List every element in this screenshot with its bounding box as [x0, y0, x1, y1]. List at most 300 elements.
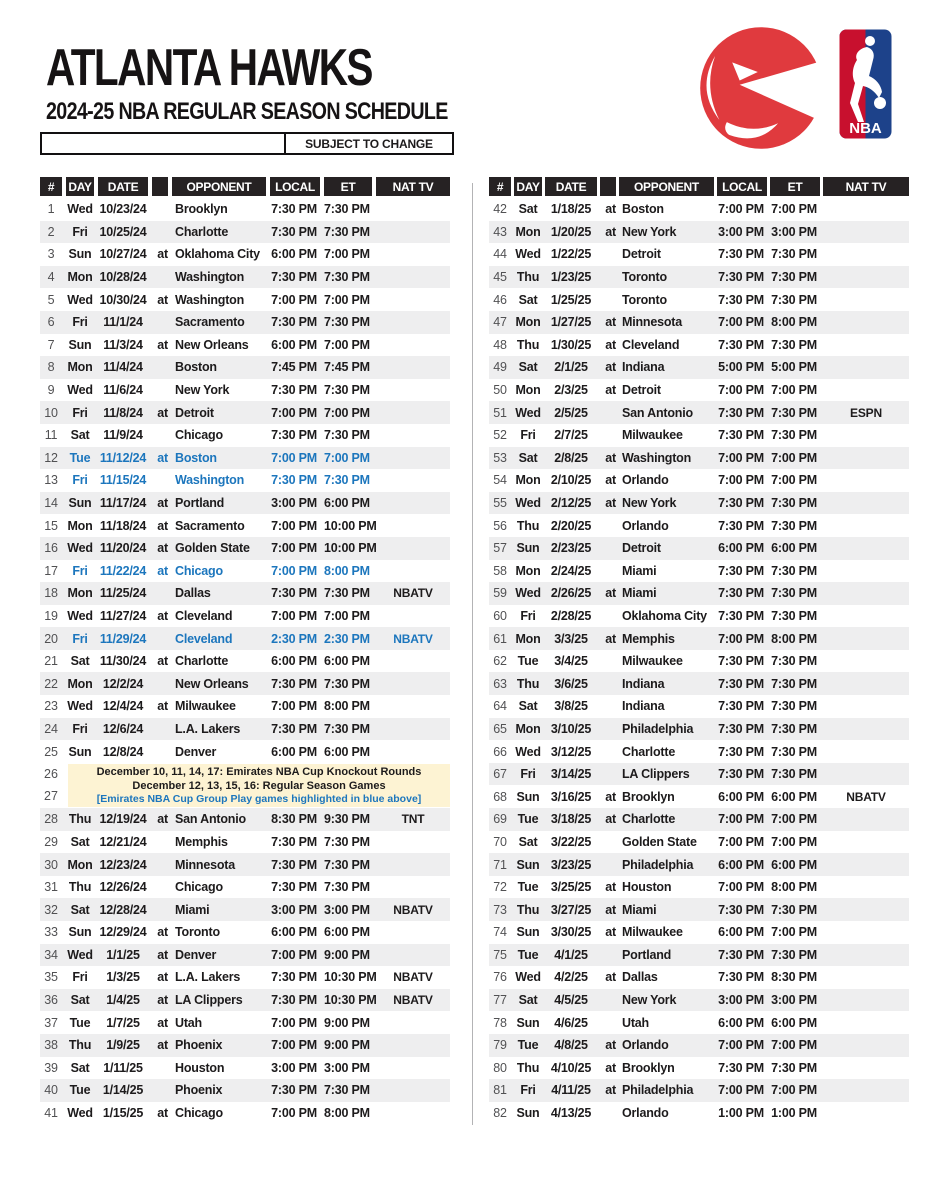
game-et-time: 10:00 PM	[324, 541, 377, 556]
game-opponent: Oklahoma City	[622, 608, 707, 623]
game-day: Tue	[517, 947, 539, 962]
table-header	[489, 177, 909, 196]
game-date: 3/12/25	[550, 744, 592, 759]
game-day: Wed	[515, 744, 541, 759]
away-marker: at	[157, 1106, 168, 1121]
col-header-day: DAY	[66, 177, 94, 196]
game-opponent: New York	[622, 993, 677, 1008]
game-et-time: 7:30 PM	[771, 608, 817, 623]
game-local-time: 7:30 PM	[718, 337, 764, 352]
away-marker: at	[605, 812, 616, 827]
game-local-time: 7:30 PM	[271, 270, 317, 285]
game-opponent: Phoenix	[175, 1083, 223, 1098]
game-et-time: 7:00 PM	[771, 1083, 817, 1098]
game-et-time: 8:30 PM	[771, 970, 817, 985]
game-day: Thu	[516, 1060, 540, 1075]
subject-to-change-box	[40, 132, 454, 155]
game-row	[40, 989, 450, 1012]
game-local-time: 7:30 PM	[271, 1083, 317, 1098]
game-day: Mon	[67, 360, 93, 375]
game-local-time: 6:00 PM	[718, 541, 764, 556]
col-header-opponent: OPPONENT	[619, 177, 714, 196]
game-day: Thu	[68, 812, 92, 827]
game-et-time: 7:00 PM	[324, 405, 370, 420]
game-et-time: 7:00 PM	[771, 473, 817, 488]
game-day: Fri	[72, 315, 88, 330]
game-day: Thu	[68, 1038, 92, 1053]
game-number: 5	[47, 292, 55, 307]
game-local-time: 7:30 PM	[271, 202, 317, 217]
away-marker: at	[605, 925, 616, 940]
game-et-time: 7:00 PM	[771, 834, 817, 849]
game-date: 4/2/25	[554, 970, 588, 985]
game-date: 1/18/25	[550, 202, 592, 217]
game-day: Sun	[516, 541, 540, 556]
game-et-time: 7:30 PM	[771, 292, 817, 307]
game-number: 22	[44, 676, 58, 691]
game-day: Fri	[520, 608, 536, 623]
game-number: 38	[44, 1038, 58, 1053]
game-date: 1/9/25	[106, 1038, 140, 1053]
game-local-time: 6:00 PM	[271, 654, 317, 669]
game-date: 10/25/24	[99, 224, 147, 239]
game-number: 55	[493, 496, 507, 511]
game-local-time: 6:00 PM	[271, 247, 317, 262]
game-number: 82	[493, 1106, 507, 1121]
game-row	[40, 1102, 450, 1125]
away-marker: at	[157, 699, 168, 714]
away-marker: at	[157, 608, 168, 623]
game-number: 23	[44, 699, 58, 714]
game-number: 34	[44, 947, 58, 962]
game-day: Fri	[72, 631, 88, 646]
game-number: 51	[493, 405, 507, 420]
game-opponent: Boston	[175, 450, 217, 465]
game-row	[40, 921, 450, 944]
game-row	[40, 311, 450, 334]
game-opponent: Detroit	[175, 405, 214, 420]
away-marker: at	[157, 1015, 168, 1030]
away-marker: at	[605, 337, 616, 352]
game-opponent: New Orleans	[175, 337, 249, 352]
game-row	[40, 1079, 450, 1102]
game-opponent: Cleveland	[622, 337, 680, 352]
game-number: 52	[493, 428, 507, 443]
col-header-date: DATE	[545, 177, 597, 196]
game-number: 24	[44, 721, 58, 736]
game-day: Sat	[518, 450, 538, 465]
game-day: Wed	[67, 383, 93, 398]
away-marker: at	[157, 541, 168, 556]
game-day: Sat	[518, 834, 538, 849]
game-number: 30	[44, 857, 58, 872]
game-et-time: 6:00 PM	[771, 789, 817, 804]
game-date: 2/8/25	[554, 450, 588, 465]
game-number: 40	[44, 1083, 58, 1098]
game-row	[489, 447, 909, 470]
game-et-time: 9:00 PM	[324, 1038, 370, 1053]
game-day: Wed	[67, 947, 93, 962]
game-local-time: 7:00 PM	[271, 518, 317, 533]
game-national-tv: NBATV	[393, 586, 433, 601]
subject-box-blank-cell	[42, 134, 286, 153]
game-day: Fri	[520, 767, 536, 782]
away-marker: at	[605, 202, 616, 217]
game-row	[40, 1034, 450, 1057]
game-day: Sun	[68, 337, 92, 352]
game-day: Sat	[518, 202, 538, 217]
away-marker: at	[157, 292, 168, 307]
game-opponent: Chicago	[175, 428, 223, 443]
game-day: Fri	[72, 224, 88, 239]
table-divider	[472, 183, 473, 1125]
game-local-time: 7:30 PM	[718, 563, 764, 578]
game-row	[489, 989, 909, 1012]
game-local-time: 7:30 PM	[718, 428, 764, 443]
game-date: 3/23/25	[550, 857, 592, 872]
game-number: 72	[493, 880, 507, 895]
game-et-time: 7:30 PM	[771, 1060, 817, 1075]
game-national-tv: NBATV	[393, 631, 433, 646]
game-day: Sun	[68, 247, 92, 262]
game-date: 11/12/24	[99, 450, 147, 465]
game-row	[40, 808, 450, 831]
game-date: 11/25/24	[99, 586, 147, 601]
game-day: Sat	[70, 993, 90, 1008]
game-local-time: 3:00 PM	[271, 902, 317, 917]
game-et-time: 7:30 PM	[771, 654, 817, 669]
game-local-time: 7:30 PM	[271, 993, 317, 1008]
game-number: 31	[44, 880, 58, 895]
game-date: 3/22/25	[550, 834, 592, 849]
game-day: Tue	[517, 812, 539, 827]
game-row	[40, 560, 450, 583]
game-date: 1/23/25	[550, 270, 592, 285]
game-row	[40, 1057, 450, 1080]
game-number: 19	[44, 608, 58, 623]
game-opponent: Indiana	[622, 699, 665, 714]
game-number: 28	[44, 812, 58, 827]
game-number: 56	[493, 518, 507, 533]
game-number: 47	[493, 315, 507, 330]
game-row	[40, 718, 450, 741]
game-row	[489, 876, 909, 899]
game-date: 4/10/25	[550, 1060, 592, 1075]
game-local-time: 7:30 PM	[271, 224, 317, 239]
game-date: 2/20/25	[550, 518, 592, 533]
game-opponent: Orlando	[622, 1106, 669, 1121]
game-day: Wed	[515, 247, 541, 262]
game-row	[40, 1011, 450, 1034]
game-opponent: Washington	[175, 473, 245, 488]
game-local-time: 7:00 PM	[271, 947, 317, 962]
game-row	[40, 221, 450, 244]
game-local-time: 7:30 PM	[718, 699, 764, 714]
game-number: 36	[44, 993, 58, 1008]
game-row	[489, 763, 909, 786]
game-date: 12/4/24	[102, 699, 144, 714]
game-number: 59	[493, 586, 507, 601]
game-number: 80	[493, 1060, 507, 1075]
game-opponent: Toronto	[622, 270, 667, 285]
game-local-time: 7:30 PM	[718, 405, 764, 420]
game-et-time: 8:00 PM	[771, 631, 817, 646]
game-row	[40, 492, 450, 515]
game-date: 11/30/24	[99, 654, 147, 669]
game-number: 58	[493, 563, 507, 578]
game-day: Fri	[72, 473, 88, 488]
game-date: 1/4/25	[106, 993, 140, 1008]
game-opponent: L.A. Lakers	[175, 970, 241, 985]
away-marker: at	[605, 496, 616, 511]
game-et-time: 6:00 PM	[324, 496, 370, 511]
game-day: Mon	[67, 857, 93, 872]
game-date: 11/8/24	[103, 405, 143, 420]
game-number: 79	[493, 1038, 507, 1053]
game-date: 12/2/24	[102, 676, 144, 691]
game-et-time: 7:30 PM	[324, 202, 370, 217]
game-local-time: 7:30 PM	[718, 1060, 764, 1075]
page-subtitle: 2024-25 NBA REGULAR SEASON SCHEDULE	[46, 98, 448, 125]
game-date: 12/23/24	[99, 857, 147, 872]
game-number: 25	[44, 744, 58, 759]
game-row	[489, 718, 909, 741]
game-opponent: LA Clippers	[622, 767, 690, 782]
game-number: 44	[493, 247, 507, 262]
game-number: 69	[493, 812, 507, 827]
away-marker: at	[605, 473, 616, 488]
game-et-time: 3:00 PM	[324, 1060, 370, 1075]
game-day: Tue	[69, 1083, 91, 1098]
game-row	[40, 582, 450, 605]
game-date: 2/28/25	[550, 608, 592, 623]
game-opponent: Orlando	[622, 1038, 669, 1053]
game-day: Thu	[516, 676, 540, 691]
game-number: 71	[493, 857, 507, 872]
game-local-time: 7:30 PM	[718, 270, 764, 285]
game-number: 9	[47, 383, 55, 398]
game-row	[489, 831, 909, 854]
game-opponent: Milwaukee	[622, 654, 683, 669]
game-day: Mon	[515, 631, 541, 646]
game-local-time: 7:30 PM	[718, 247, 764, 262]
game-et-time: 10:30 PM	[324, 993, 377, 1008]
game-day: Thu	[516, 337, 540, 352]
game-et-time: 6:00 PM	[771, 541, 817, 556]
game-row	[40, 379, 450, 402]
away-marker: at	[605, 902, 616, 917]
game-opponent: New York	[622, 224, 677, 239]
game-et-time: 6:00 PM	[324, 654, 370, 669]
game-local-time: 6:00 PM	[718, 857, 764, 872]
game-local-time: 7:00 PM	[271, 1106, 317, 1121]
game-opponent: New York	[175, 383, 230, 398]
game-local-time: 6:00 PM	[718, 789, 764, 804]
game-et-time: 7:30 PM	[771, 496, 817, 511]
game-opponent: Miami	[175, 902, 210, 917]
game-number: 61	[493, 631, 507, 646]
game-date: 12/8/24	[102, 744, 144, 759]
game-row	[489, 898, 909, 921]
game-local-time: 7:30 PM	[718, 608, 764, 623]
game-et-time: 7:00 PM	[771, 1038, 817, 1053]
game-number: 76	[493, 970, 507, 985]
game-number: 66	[493, 744, 507, 759]
col-header-#: #	[40, 177, 62, 196]
game-row	[489, 334, 909, 357]
game-date: 2/12/25	[550, 496, 592, 511]
game-number: 32	[44, 902, 58, 917]
game-opponent: L.A. Lakers	[175, 721, 241, 736]
game-date: 3/3/25	[554, 631, 588, 646]
game-date: 11/29/24	[99, 631, 147, 646]
game-row	[40, 288, 450, 311]
atlanta-hawks-logo-icon	[697, 24, 825, 152]
game-local-time: 8:30 PM	[271, 812, 317, 827]
game-number: 67	[493, 767, 507, 782]
game-number: 63	[493, 676, 507, 691]
game-day: Wed	[67, 699, 93, 714]
game-date: 4/1/25	[554, 947, 588, 962]
game-opponent: Cleveland	[175, 631, 233, 646]
game-number: 41	[44, 1106, 58, 1121]
game-number: 68	[493, 789, 507, 804]
game-date: 1/1/25	[106, 947, 140, 962]
game-opponent: New York	[622, 496, 677, 511]
game-et-time: 8:00 PM	[771, 880, 817, 895]
game-day: Tue	[517, 880, 539, 895]
game-local-time: 7:30 PM	[718, 676, 764, 691]
game-et-time: 8:00 PM	[771, 315, 817, 330]
game-date: 1/27/25	[550, 315, 592, 330]
game-local-time: 3:00 PM	[271, 1060, 317, 1075]
game-national-tv: NBATV	[846, 789, 886, 804]
game-row	[489, 560, 909, 583]
game-day: Sat	[70, 654, 90, 669]
game-number: 6	[47, 315, 55, 330]
nba-cup-note-line3: [Emirates NBA Cup Group Play games highlighted in blue above]	[96, 792, 422, 805]
game-number: 3	[47, 247, 55, 262]
game-et-time: 7:00 PM	[324, 450, 370, 465]
game-opponent: Sacramento	[175, 518, 245, 533]
game-local-time: 7:00 PM	[271, 292, 317, 307]
game-local-time: 7:30 PM	[718, 767, 764, 782]
col-header-local: LOCAL	[717, 177, 767, 196]
game-row	[489, 424, 909, 447]
game-opponent: Washington	[175, 270, 245, 285]
game-date: 2/5/25	[554, 405, 588, 420]
game-number: 45	[493, 270, 507, 285]
game-opponent: Golden State	[622, 834, 697, 849]
game-row	[489, 944, 909, 967]
game-number: 11	[44, 428, 58, 443]
game-day: Fri	[72, 970, 88, 985]
game-date: 3/18/25	[550, 812, 592, 827]
game-opponent: Cleveland	[175, 608, 233, 623]
game-number: 49	[493, 360, 507, 375]
game-et-time: 7:30 PM	[771, 699, 817, 714]
game-et-time: 8:00 PM	[324, 563, 370, 578]
game-date: 11/6/24	[103, 383, 143, 398]
game-number: 26	[44, 766, 58, 781]
game-number: 29	[44, 834, 58, 849]
game-row	[489, 785, 909, 808]
game-opponent: Miami	[622, 563, 657, 578]
game-row	[40, 266, 450, 289]
schedule-table-left	[40, 177, 450, 1124]
game-et-time: 7:30 PM	[771, 247, 817, 262]
game-row	[489, 1034, 909, 1057]
schedule-table-right	[489, 177, 909, 1124]
away-marker: at	[157, 563, 168, 578]
game-opponent: Portland	[622, 947, 672, 962]
game-day: Wed	[67, 541, 93, 556]
away-marker: at	[605, 360, 616, 375]
away-marker: at	[605, 224, 616, 239]
game-day: Thu	[516, 902, 540, 917]
game-row	[40, 650, 450, 673]
game-row	[40, 627, 450, 650]
game-et-time: 7:00 PM	[771, 450, 817, 465]
game-opponent: Sacramento	[175, 315, 245, 330]
game-date: 2/3/25	[554, 383, 588, 398]
game-row	[40, 740, 450, 763]
game-number: 77	[493, 993, 507, 1008]
game-day: Sat	[70, 428, 90, 443]
game-local-time: 1:00 PM	[718, 1106, 764, 1121]
game-et-time: 7:00 PM	[771, 202, 817, 217]
game-opponent: Detroit	[622, 247, 661, 262]
game-number: 20	[44, 631, 58, 646]
game-et-time: 7:30 PM	[771, 744, 817, 759]
game-date: 1/14/25	[102, 1083, 144, 1098]
game-date: 10/30/24	[99, 292, 147, 307]
subject-to-change-label: SUBJECT TO CHANGE	[305, 136, 433, 151]
game-local-time: 3:00 PM	[718, 993, 764, 1008]
game-opponent: LA Clippers	[175, 993, 243, 1008]
game-row	[489, 966, 909, 989]
game-et-time: 7:30 PM	[771, 518, 817, 533]
game-number: 48	[493, 337, 507, 352]
game-row	[489, 605, 909, 628]
game-date: 3/6/25	[554, 676, 588, 691]
game-local-time: 2:30 PM	[271, 631, 317, 646]
game-et-time: 7:30 PM	[771, 270, 817, 285]
game-local-time: 7:30 PM	[718, 496, 764, 511]
game-local-time: 7:30 PM	[718, 518, 764, 533]
game-date: 12/26/24	[99, 880, 147, 895]
away-marker: at	[605, 1060, 616, 1075]
col-header-local: LOCAL	[270, 177, 320, 196]
game-number: 2	[47, 224, 55, 239]
game-number: 62	[493, 654, 507, 669]
game-local-time: 7:00 PM	[718, 834, 764, 849]
game-opponent: Indiana	[622, 676, 665, 691]
nba-cup-note	[68, 764, 450, 807]
game-opponent: Brooklyn	[622, 1060, 675, 1075]
game-local-time: 7:00 PM	[271, 541, 317, 556]
game-date: 4/8/25	[554, 1038, 588, 1053]
game-day: Mon	[67, 270, 93, 285]
away-marker: at	[157, 812, 168, 827]
game-et-time: 7:30 PM	[324, 857, 370, 872]
game-local-time: 7:00 PM	[718, 1038, 764, 1053]
game-date: 3/8/25	[554, 699, 588, 714]
game-row	[40, 672, 450, 695]
game-date: 12/19/24	[99, 812, 147, 827]
game-local-time: 7:00 PM	[718, 1083, 764, 1098]
game-local-time: 6:00 PM	[271, 925, 317, 940]
